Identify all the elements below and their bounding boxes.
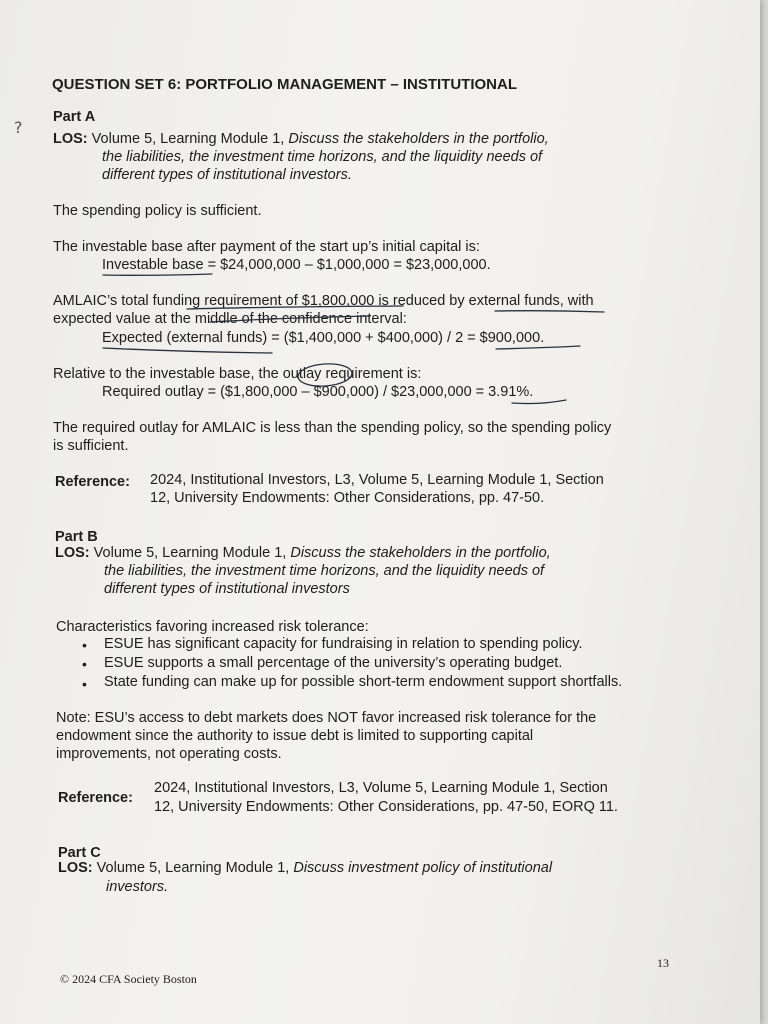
los-text: Discuss investment policy of institutional [293,860,553,876]
part-a-p3-line2: expected value at the middle of the confidence interval: [53,311,407,327]
bullet-icon: • [82,637,87,653]
part-b-los-line2: the liabilities, the investment time horizons, and the liquidity needs of [104,563,545,579]
part-a-p5-line2: is sufficient. [53,438,129,454]
los-label: LOS: [53,131,88,147]
part-c-los [58,860,552,877]
part-b-los-line3: different types of institutional investors [104,581,350,597]
underline-investable-base [103,274,212,275]
list-item: ESUE has significant capacity for fundraising in relation to spending policy. [104,636,583,652]
page-number: 13 [657,956,669,970]
los-label: LOS: [58,860,93,876]
los-label: LOS: [55,545,90,561]
part-a-p5-line1: The required outlay for AMLAIC is less than the spending policy, so the spending policy [53,420,612,436]
part-a-p1: The spending policy is sufficient. [53,203,262,219]
list-item: State funding can make up for possible short-term endowment support shortfalls. [104,674,623,690]
part-c-los-line2: investors. [106,879,169,895]
part-b-intro: Characteristics favoring increased risk tolerance: [56,619,369,635]
los-lead: Volume 5, Learning Module 1, [93,545,287,561]
los-lead: Volume 5, Learning Module 1, [91,131,285,147]
part-a-los-line3: different types of institutional investors. [102,167,352,183]
part-a-los-line2: the liabilities, the investment time horizons, and the liquidity needs of [102,149,543,165]
part-a-reference-label: Reference: [55,474,130,490]
part-a-p3-line3: Expected (external funds) = ($1,400,000 + $400,000) / 2 = $900,000. [102,330,545,346]
part-a-p4-line1: Relative to the investable base, the outlay requirement is: [53,366,422,382]
page-title: QUESTION SET 6: PORTFOLIO MANAGEMENT – INSTITUTIONAL [52,76,518,93]
part-b-los [55,545,551,562]
list-item: ESUE supports a small percentage of the university’s operating budget. [104,655,563,671]
part-b-reference-line1: 2024, Institutional Investors, L3, Volume 5, Learning Module 1, Section [154,780,608,796]
los-lead: Volume 5, Learning Module 1, [96,860,290,876]
underline-expected-external [103,348,272,353]
part-a-p4-line2: Required outlay = ($1,800,000 – $900,000) / $23,000,000 = 3.91%. [102,384,534,400]
los-text: Discuss the stakeholders in the portfolio, [288,131,549,147]
bullet-icon: • [82,676,87,692]
part-b-note-line3: improvements, not operating costs. [56,746,282,762]
part-b-note-line1: Note: ESU’s access to debt markets does NOT favor increased risk tolerance for the [56,710,597,726]
part-b-note-line2: endowment since the authority to issue debt is limited to supporting capital [56,728,534,744]
part-b-reference-line2: 12, University Endowments: Other Considerations, pp. 47-50, EORQ 11. [154,799,618,815]
part-b-reference-label: Reference: [58,790,133,806]
part-c-label: Part C [58,845,101,861]
copyright-footer: © 2024 CFA Society Boston [60,972,197,986]
bullet-icon: • [82,656,87,672]
part-a-los [53,131,549,148]
part-b-label: Part B [55,529,98,545]
underline-external-funds [495,311,604,312]
part-a-p2-line1: The investable base after payment of the start up’s initial capital is: [53,239,480,255]
part-a-p2-line2: Investable base = $24,000,000 – $1,000,000 = $23,000,000. [102,257,491,273]
margin-question-mark: ? [14,118,23,137]
part-a-reference-line2: 12, University Endowments: Other Considerations, pp. 47-50. [150,490,545,506]
part-a-p3-line1: AMLAIC’s total funding requirement of $1,800,000 is reduced by external funds, with [53,293,594,309]
part-a-reference-line1: 2024, Institutional Investors, L3, Volume 5, Learning Module 1, Section [150,472,604,488]
part-a-label: Part A [53,109,96,125]
los-text: Discuss the stakeholders in the portfolio, [290,545,551,561]
